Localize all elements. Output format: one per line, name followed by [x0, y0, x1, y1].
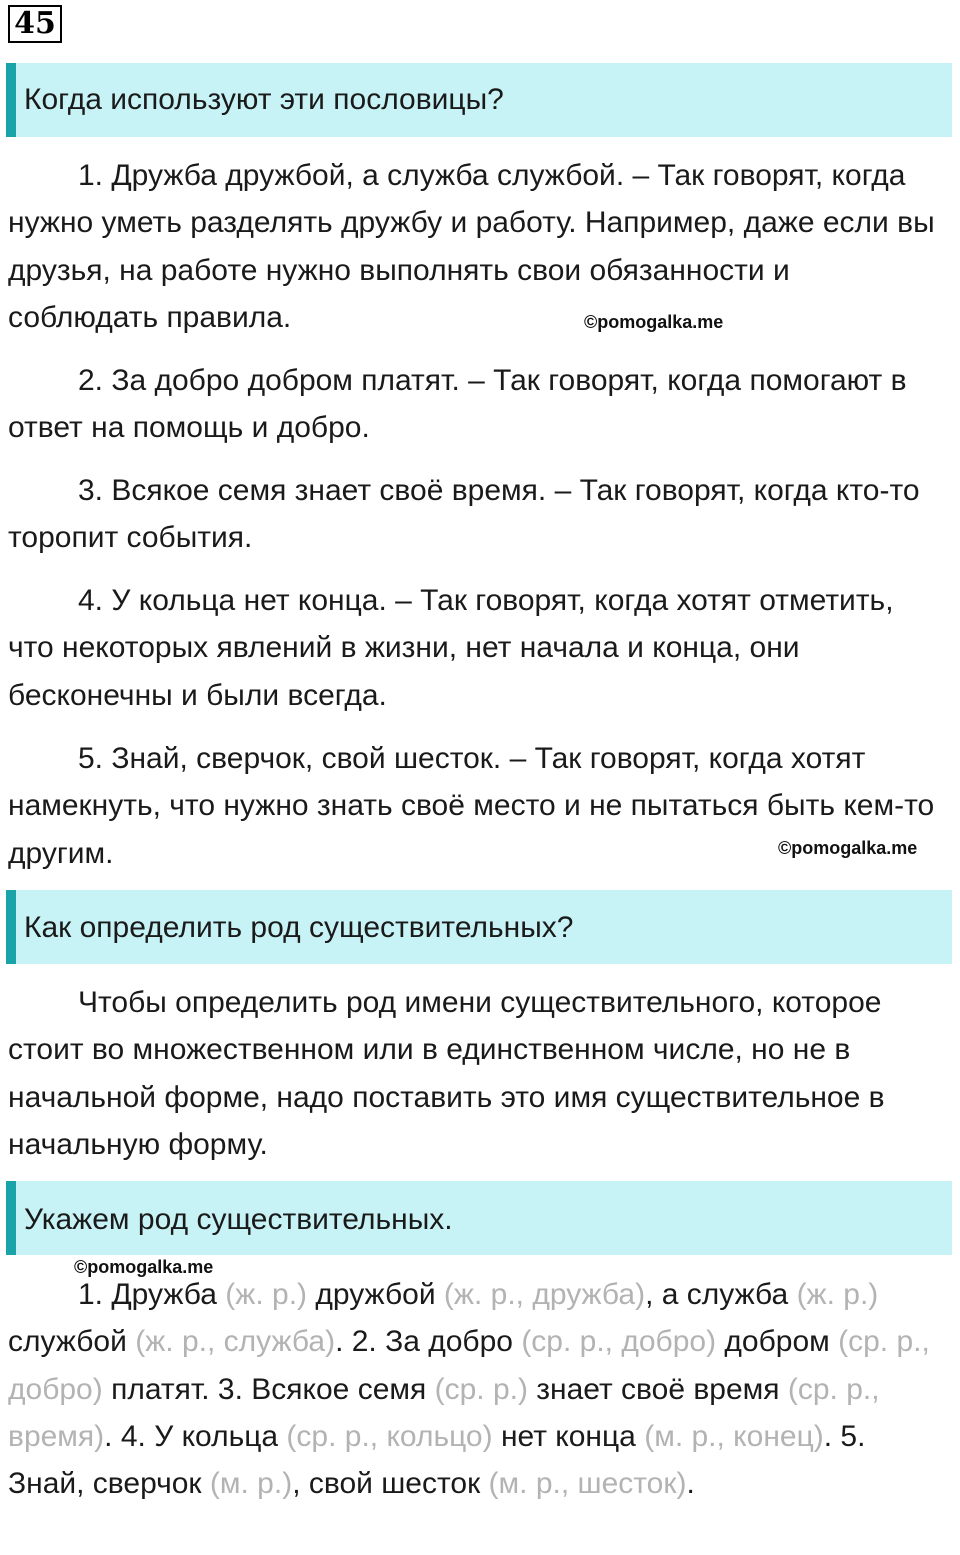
gender-note: (ср. р.) [434, 1372, 528, 1406]
exercise-text: , свой шесток [292, 1467, 489, 1501]
exercise-text: 1. Дружба [78, 1278, 226, 1311]
watermark-text: ©pomogalka.me [584, 312, 724, 332]
gender-note: (м. р., конец) [644, 1419, 824, 1453]
exercise-text: дружбой [307, 1278, 444, 1311]
gender-note: (ж. р., служба) [135, 1325, 336, 1359]
exercise-text: нет конца [492, 1419, 645, 1453]
section-heading-gender-exercise: Укажем род существительных. [6, 1181, 952, 1255]
proverb-item: 4. У кольца нет конца. – Так говорят, когда хотят отметить, что некоторых явлений в жизни, нет начала и конца, они бесконечны и были всегда. [8, 584, 894, 712]
exercise-text: службой [8, 1325, 136, 1359]
proverb-item: 5. Знай, сверчок, свой шесток. – Так говорят, когда хотят намекнуть, что нужно знать своё место и не пытаться быть кем-то другим. [8, 742, 935, 870]
gender-note: (ж. р.) [225, 1278, 308, 1311]
exercise-text: знает своё время [527, 1372, 788, 1406]
watermark-text: ©pomogalka.me [74, 1257, 214, 1277]
gender-note: (ср. р., кольцо) [286, 1419, 493, 1453]
exercise-text: платят. 3. Всякое семя [102, 1372, 435, 1406]
exercise-text: . 5. Знай, сверчок [8, 1419, 866, 1501]
gender-note: (ж. р., дружба) [443, 1278, 646, 1311]
gender-rule-text: Чтобы определить род имени существительного, которое стоит во множественном или в единственном числе, но не в начальной форме, надо поставить это имя существительное в начальную форму. [8, 986, 885, 1161]
gender-note: (ср. р., добро) [521, 1325, 717, 1359]
gender-note: (м. р.) [209, 1467, 293, 1501]
gender-note: (ср. р., время) [8, 1372, 880, 1453]
exercise-text: . [686, 1467, 695, 1501]
watermark-text: ©pomogalka.me [778, 838, 918, 858]
section-heading-gender-rule: Как определить род существительных? [6, 890, 952, 964]
exercise-text: . 4. У кольца [104, 1419, 287, 1453]
proverb-item: 1. Дружба дружбой, а служба службой. – Так говорят, когда нужно уметь разделять дружбу и работу. Например, даже если вы друзья, на работе нужно выполнять свои обязанности и соблюдать правила. [8, 159, 935, 334]
exercise-text: , а служба [645, 1278, 797, 1311]
gender-note: (ж. р.) [796, 1278, 879, 1311]
proverb-item: 3. Всякое семя знает своё время. – Так говорят, когда кто-то торопит события. [8, 474, 920, 555]
exercise-text: . 2. За добро [335, 1325, 522, 1359]
section-heading-proverbs: Когда используют эти пословицы? [6, 63, 952, 137]
gender-exercise-text [8, 1271, 943, 1507]
proverb-item: 2. За добро добром платят. – Так говорят, когда помогают в ответ на помощь и добро. [8, 364, 907, 445]
page-number: 45 [8, 5, 62, 43]
gender-note: (м. р., шесток) [488, 1467, 687, 1501]
gender-note: (ср. р., добро) [8, 1325, 930, 1406]
exercise-text: добром [716, 1325, 839, 1359]
